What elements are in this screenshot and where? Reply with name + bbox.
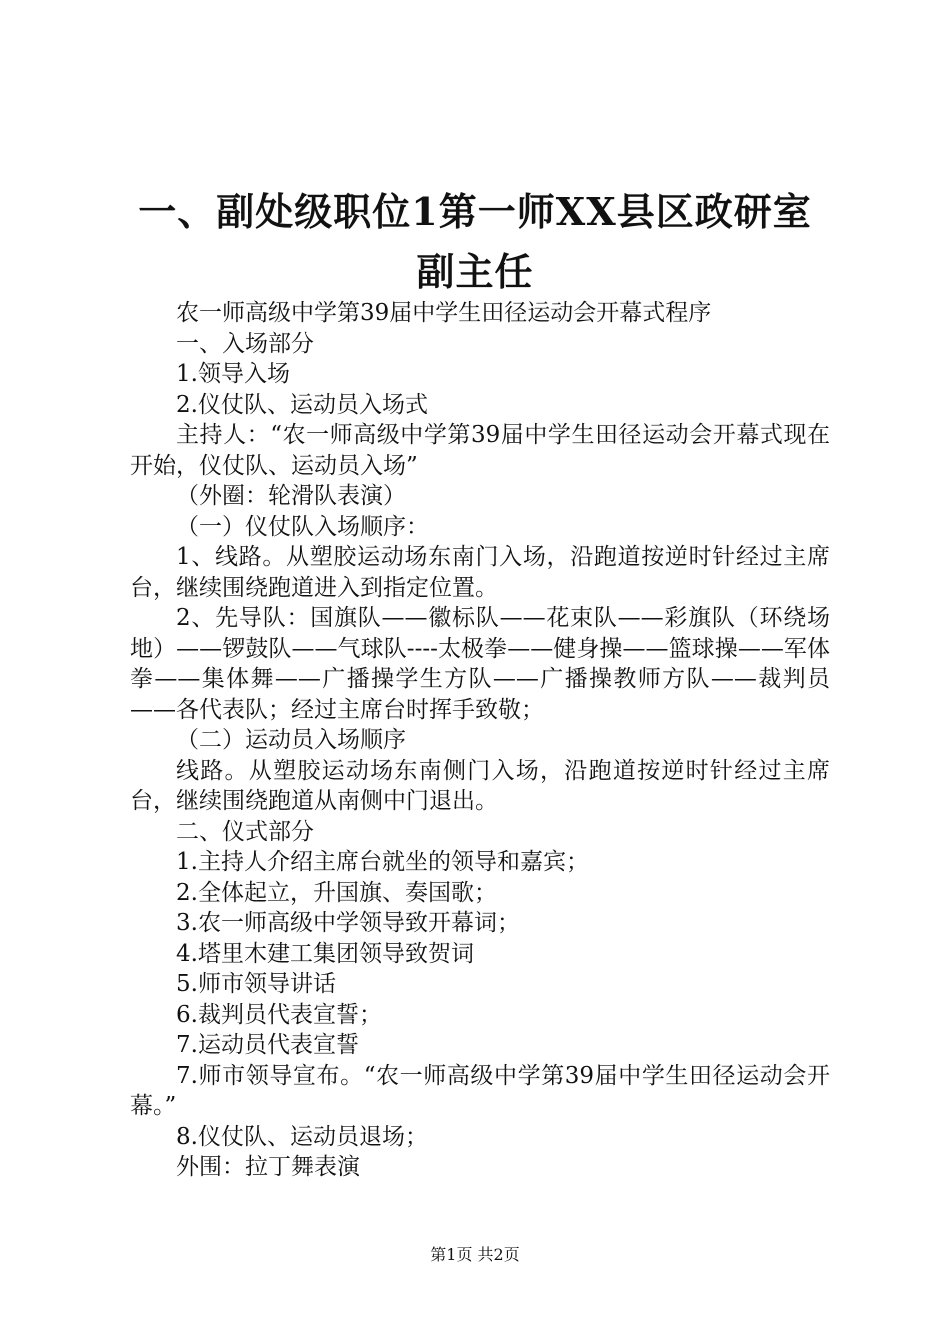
list-item: 1.领导入场 (176, 361, 290, 387)
program-heading: 农一师高级中学第39届中学生田径运动会开幕式程序 (176, 300, 712, 326)
list-item: 7.师市领导宣布。“农一师高级中学第39届中学生田径运动会开幕。” (130, 1062, 830, 1119)
list-item: 2.仪仗队、运动员入场式 (176, 391, 428, 418)
page-footer: 第1页 共2页 (430, 1245, 520, 1264)
document-title: 一、副处级职位1第一师XX县区政研室副主任 (138, 189, 812, 294)
paragraph: 外围：拉丁舞表演 (176, 1154, 360, 1180)
subsection-heading: （一）仪仗队入场顺序： (176, 513, 429, 540)
section-heading: 二、仪式部分 (176, 818, 314, 845)
paragraph: 1、线路。从塑胶运动场东南门入场，沿跑道按逆时针经过主席台，继续围绕跑道进入到指定位置。 (130, 544, 830, 601)
document-body (130, 298, 830, 1183)
subsection-heading: （二）运动员入场顺序 (176, 727, 406, 753)
paragraph: 2、先导队：国旗队——徽标队——花束队——彩旗队（环绕场地）——锣鼓队——气球队----太极拳——健身操——篮球操——军体拳——集体舞——广播操学生方队——广播操教师方队——裁判员——各代表队；经过主席台时挥手致敬； (130, 605, 830, 723)
list-item: 4.塔里木建工集团领导致贺词 (176, 940, 474, 967)
paragraph: （外圈：轮滑队表演） (176, 483, 406, 509)
list-item: 6.裁判员代表宣誓； (176, 1001, 382, 1028)
list-item: 1.主持人介绍主席台就坐的领导和嘉宾； (176, 849, 589, 875)
paragraph: 主持人：“农一师高级中学第39届中学生田径运动会开幕式现在开始，仪仗队、运动员入场” (130, 422, 830, 479)
paragraph: 线路。从塑胶运动场东南侧门入场，沿跑道按逆时针经过主席台，继续围绕跑道从南侧中门退出。 (130, 757, 830, 814)
section-heading: 一、入场部分 (176, 330, 314, 357)
list-item: 3.农一师高级中学领导致开幕词； (176, 910, 520, 936)
list-item: 5.师市领导讲话 (176, 971, 336, 997)
list-item: 8.仪仗队、运动员退场； (176, 1123, 428, 1150)
list-item: 2.全体起立，升国旗、奏国歌； (176, 879, 497, 906)
list-item: 7.运动员代表宣誓 (176, 1032, 359, 1058)
